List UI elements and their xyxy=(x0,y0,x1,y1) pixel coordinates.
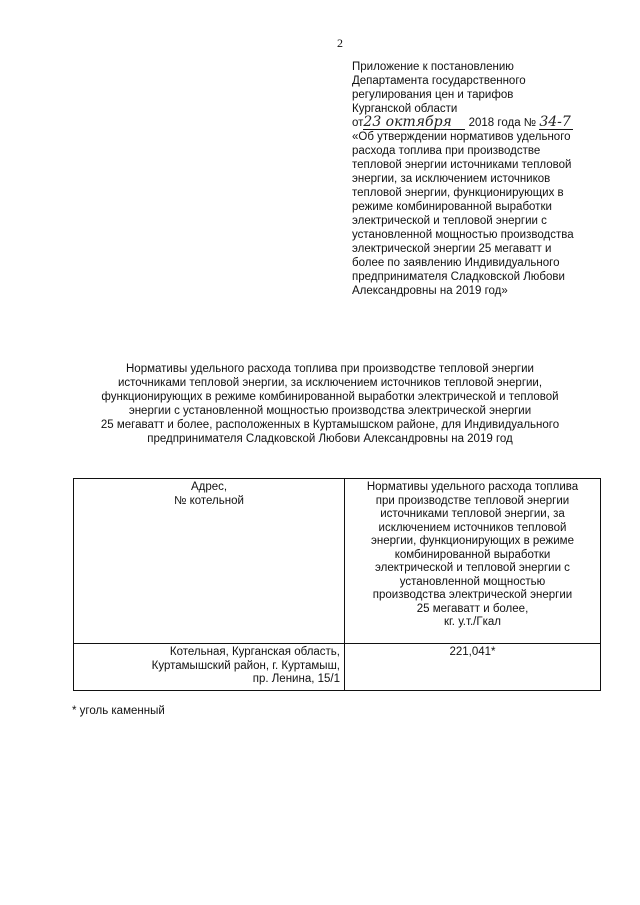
header-norms-line: источниками тепловой энергии, за xyxy=(380,508,565,520)
header-norms-cell xyxy=(345,479,601,644)
heading-line: 25 мегаватт и более, расположенных в Куртамышском районе, для Индивидуального xyxy=(100,419,560,431)
boiler-address-line: пр. Ленина, 15/1 xyxy=(252,673,340,685)
norm-value-cell: 221,041* xyxy=(345,644,601,691)
appendix-line: Приложение к постановлению xyxy=(352,61,514,73)
boiler-address-cell xyxy=(74,644,345,691)
appendix-title-line: более по заявлению Индивидуального xyxy=(352,257,560,269)
document-heading xyxy=(60,362,600,446)
header-norms-line: электрической и тепловой энергии с xyxy=(375,562,570,574)
norms-table xyxy=(73,478,601,691)
header-address-cell xyxy=(74,479,345,644)
heading-line: энергии с установленной мощностью производства электрической энергии xyxy=(128,405,532,417)
appendix-title-line: электрической энергии 25 мегаватт и xyxy=(352,243,552,255)
page-number: 2 xyxy=(337,36,343,50)
appendix-title-line: установленной мощностью производства xyxy=(352,229,574,241)
date-prefix: от xyxy=(352,117,364,129)
appendix-title-line: «Об утверждении нормативов удельного xyxy=(352,131,571,143)
header-norms-line: 25 мегаватт и более, xyxy=(416,602,529,615)
appendix-title-line: расхода топлива при производстве xyxy=(352,145,541,157)
heading-line: источниками тепловой энергии, за исключением источников тепловой энергии, xyxy=(117,377,543,389)
appendix-title-line: энергии, за исключением источников xyxy=(352,173,551,185)
header-norms-line: Нормативы удельного расхода топлива xyxy=(366,481,579,493)
appendix-title-line: электрической и тепловой энергии с xyxy=(352,215,547,227)
header-address-line: Адрес, xyxy=(190,481,228,493)
header-norms-line: комбинированной выработки xyxy=(394,548,551,561)
header-norms-line: исключением источников тепловой xyxy=(378,521,567,534)
appendix-title-line: тепловой энергии, функционирующих в xyxy=(352,187,564,199)
appendix-title-line: Александровны на 2019 год» xyxy=(352,285,508,297)
header-norms-line: при производстве тепловой энергии xyxy=(375,494,570,507)
appendix-title-line: тепловой энергии источниками тепловой xyxy=(352,159,572,171)
appendix-line: регулирования цен и тарифов xyxy=(352,89,514,101)
header-address-line: № котельной xyxy=(174,494,244,507)
appendix-line: Департамента государственного xyxy=(352,75,526,87)
appendix-title-line: режиме комбинированной выработки xyxy=(352,201,552,213)
heading-line: Нормативы удельного расхода топлива при производстве тепловой энергии xyxy=(126,363,534,375)
heading-line: предпринимателя Сладковской Любови Александровны на 2019 год xyxy=(147,433,513,445)
boiler-address-line: Куртамышский район, г. Куртамыш, xyxy=(151,659,340,672)
footnote: * уголь каменный xyxy=(72,705,165,717)
table-row xyxy=(74,644,601,691)
handwritten-number: 34-7 xyxy=(539,116,573,130)
heading-line: функционирующих в режиме комбинированной выработки электрической и тепловой xyxy=(101,391,559,403)
table-header-row xyxy=(74,479,601,644)
handwritten-date: 23 октября xyxy=(363,116,465,130)
appendix-block xyxy=(352,60,614,298)
header-norms-line: кг. у.т./Гкал xyxy=(443,616,501,628)
header-norms-line: производства электрической энергии xyxy=(372,589,573,601)
appendix-line: Курганской области xyxy=(352,103,458,115)
year-text: 2018 года № xyxy=(468,117,537,129)
appendix-title-line: предпринимателя Сладковской Любови xyxy=(352,271,565,283)
header-norms-line: энергии, функционирующих в режиме xyxy=(371,535,574,547)
header-norms-line: установленной мощностью xyxy=(399,575,546,588)
boiler-address-line: Котельная, Курганская область, xyxy=(169,646,340,658)
appendix-date-line xyxy=(352,116,614,130)
